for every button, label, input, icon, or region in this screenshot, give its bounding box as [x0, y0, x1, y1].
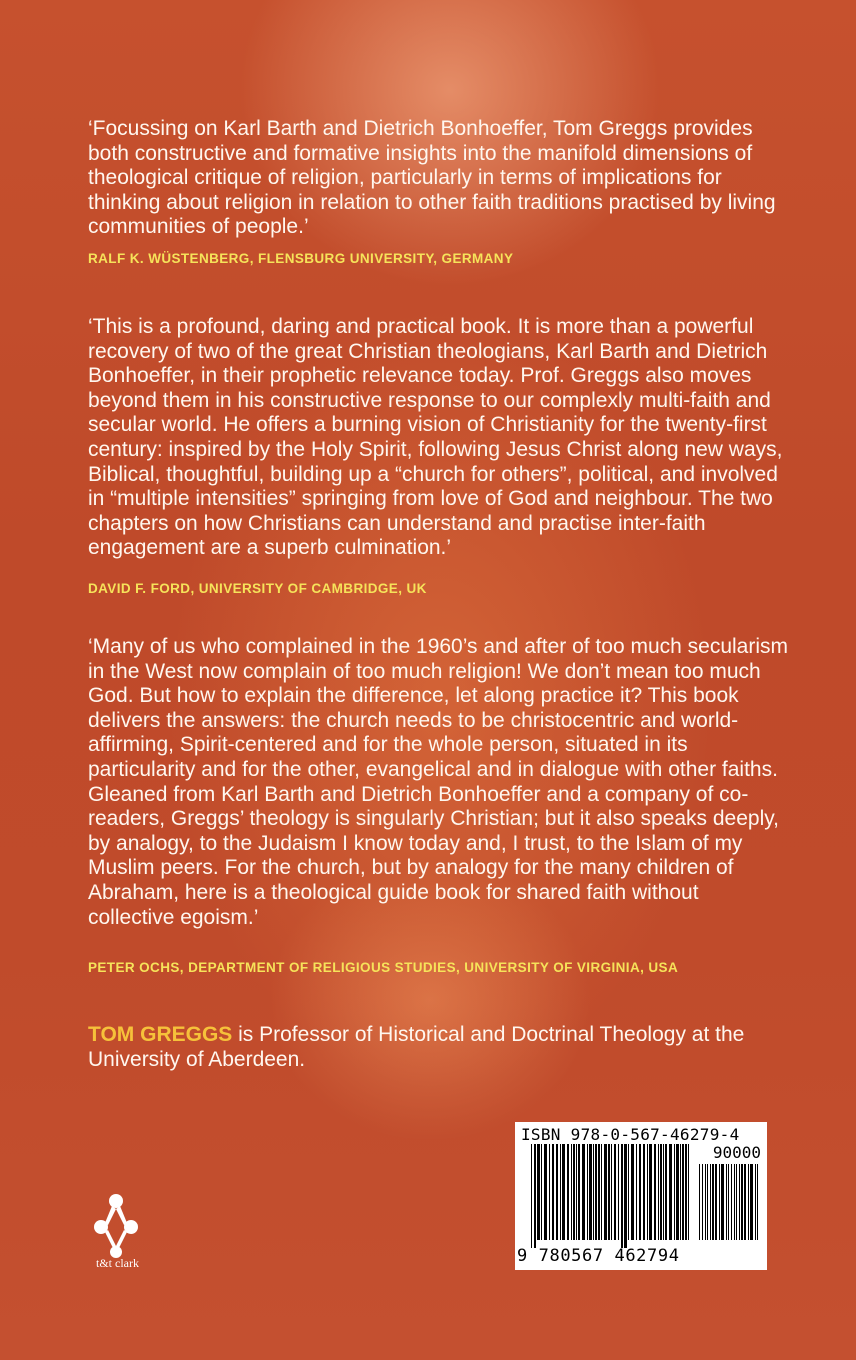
barcode-bar [726, 1164, 727, 1240]
endorsement-attribution-1: RALF K. WÜSTENBERG, FLENSBURG UNIVERSITY, GERMANY [88, 251, 514, 266]
barcode-bar [598, 1144, 600, 1240]
barcode-bar [636, 1144, 637, 1240]
barcode-bar [739, 1164, 740, 1240]
barcode-bar [685, 1144, 687, 1240]
author-name: TOM GREGGS [88, 1023, 233, 1046]
barcode-bar [573, 1144, 575, 1240]
barcode-bar [582, 1144, 585, 1240]
barcode-bar [719, 1164, 720, 1240]
barcode-bar [541, 1144, 542, 1240]
barcode-bar [660, 1144, 662, 1240]
barcode-bar [721, 1164, 724, 1240]
barcode-bar [593, 1144, 594, 1240]
endorsement-attribution-2: DAVID F. FORD, UNIVERSITY OF CAMBRIDGE, UK [88, 581, 427, 596]
publisher-name: t&t clark [96, 1256, 139, 1270]
barcode-bar [731, 1164, 732, 1240]
barcode-bar [669, 1144, 672, 1240]
barcode-bar [658, 1144, 659, 1240]
barcode-bar [757, 1164, 758, 1240]
barcode-bar [680, 1144, 681, 1240]
endorsement-quote-2: ‘This is a profound, daring and practical book. It is more than a powerful recovery of two of the great Christian theologians, Karl Barth and Dietrich Bonhoeffer, in their prophetic relevance today. Prof. Greggs also moves beyond them in his constructive response to our complexly multi-faith and secular world. He offers a burning vision of Christianity for the twenty-first century: inspired by the Holy Spirit, following Jesus Christ along new ways, Biblical, thoughtful, building up a “church for others”, political, and involved in “multiple intensities” springing from love of God and neighbour. The two chapters on how Christians can understand and practise inter-faith engagement are a superb culmination.’ [88, 315, 783, 560]
barcode-bar [544, 1144, 547, 1240]
barcode-bar [649, 1144, 652, 1240]
isbn-barcode [515, 1122, 767, 1270]
barcode-bar [534, 1144, 536, 1248]
author-bio [88, 1022, 808, 1072]
endorsement-quote-1: ‘Focussing on Karl Barth and Dietrich Bonhoeffer, Tom Greggs provides both constructive and formative insights into the manifold dimensions of theological critique of religion, particularly in terms of implications for thinking about religion in relation to other faith traditions practised by living communities of people.’ [88, 117, 776, 239]
barcode-bar [654, 1144, 656, 1240]
barcode-bar [537, 1144, 540, 1240]
barcode-bar [707, 1164, 708, 1240]
barcode-bar [676, 1144, 679, 1240]
barcode-bar [595, 1144, 597, 1240]
barcode-bar [682, 1144, 684, 1240]
barcode-bar [562, 1144, 565, 1240]
barcode-bar [571, 1144, 572, 1240]
author-bio-text: is Professor of Historical and Doctrinal Theology at the University of Aberdeen. [88, 1023, 745, 1071]
barcode-bar [631, 1144, 634, 1240]
barcode-bar [608, 1144, 610, 1240]
barcode-bar [748, 1164, 749, 1240]
barcode-bar [712, 1164, 714, 1240]
ean-barcode-bars [531, 1144, 691, 1248]
barcode-bar [621, 1144, 623, 1248]
barcode-bar [576, 1144, 577, 1240]
barcode-bar [734, 1164, 735, 1240]
barcode-bar [741, 1164, 743, 1240]
ean-number: 9 780567 462794 [517, 1246, 680, 1266]
barcode-bar [560, 1144, 561, 1240]
barcode-bar [556, 1144, 558, 1240]
barcode-bar [736, 1164, 737, 1240]
barcode-bar [710, 1164, 711, 1240]
barcode-bar [601, 1144, 602, 1240]
price-code: 90000 [712, 1143, 761, 1162]
endorsement-attribution-3: PETER OCHS, DEPARTMENT OF RELIGIOUS STUDIES, UNIVERSITY OF VIRGINIA, USA [88, 960, 679, 975]
barcode-bar [665, 1144, 667, 1240]
barcode-bar [614, 1144, 616, 1240]
barcode-bar [552, 1144, 554, 1240]
barcode-bar [702, 1164, 703, 1240]
barcode-bar [639, 1144, 641, 1240]
barcode-bar [589, 1144, 592, 1240]
barcode-bar [750, 1164, 753, 1240]
barcode-bar [715, 1164, 717, 1240]
barcode-bar [647, 1144, 648, 1240]
barcode-bar [587, 1144, 588, 1240]
barcode-bar [755, 1164, 756, 1240]
barcode-bar [705, 1164, 706, 1240]
barcode-bar [578, 1144, 580, 1240]
barcode-bar [699, 1164, 700, 1240]
barcode-bar [618, 1144, 619, 1240]
barcode-bar [611, 1144, 612, 1240]
barcode-bar [604, 1144, 607, 1240]
barcode-bar [728, 1164, 729, 1240]
isbn-number: ISBN 978-0-567-46279-4 [521, 1125, 740, 1144]
barcode-bar [567, 1144, 569, 1240]
barcode-bar [531, 1144, 532, 1248]
barcode-bar [628, 1144, 629, 1240]
barcode-bar [688, 1144, 689, 1240]
addon-barcode-bars [699, 1164, 761, 1248]
barcode-bar [624, 1144, 627, 1248]
endorsement-quote-3: ‘Many of us who complained in the 1960’s and after of too much secularism in the West now complain of too much religion! We don’t mean too much God. But how to explain the difference, let along practice it? This book delivers the answers: the church needs to be christocentric and world-affirming, Spirit-centered and for the whole person, situated in its particularity and for the other, evangelical and in dialogue with other faiths. Gleaned from Karl Barth and Dietrich Bonhoeffer and a company of co-readers, Greggs’ theology is singularly Christian; but it also speaks deeply, by analogy, to the Judaism I know today and, I trust, to the Islam of my Muslim peers. For the church, but by analogy for the many children of Abraham, here is a theological guide book for shared faith without collective egoism.’ [88, 635, 788, 929]
barcode-bar [549, 1144, 550, 1240]
barcode-bar [744, 1164, 746, 1240]
barcode-bar [663, 1144, 664, 1240]
barcode-bar [643, 1144, 645, 1240]
barcode-bar [674, 1144, 675, 1240]
